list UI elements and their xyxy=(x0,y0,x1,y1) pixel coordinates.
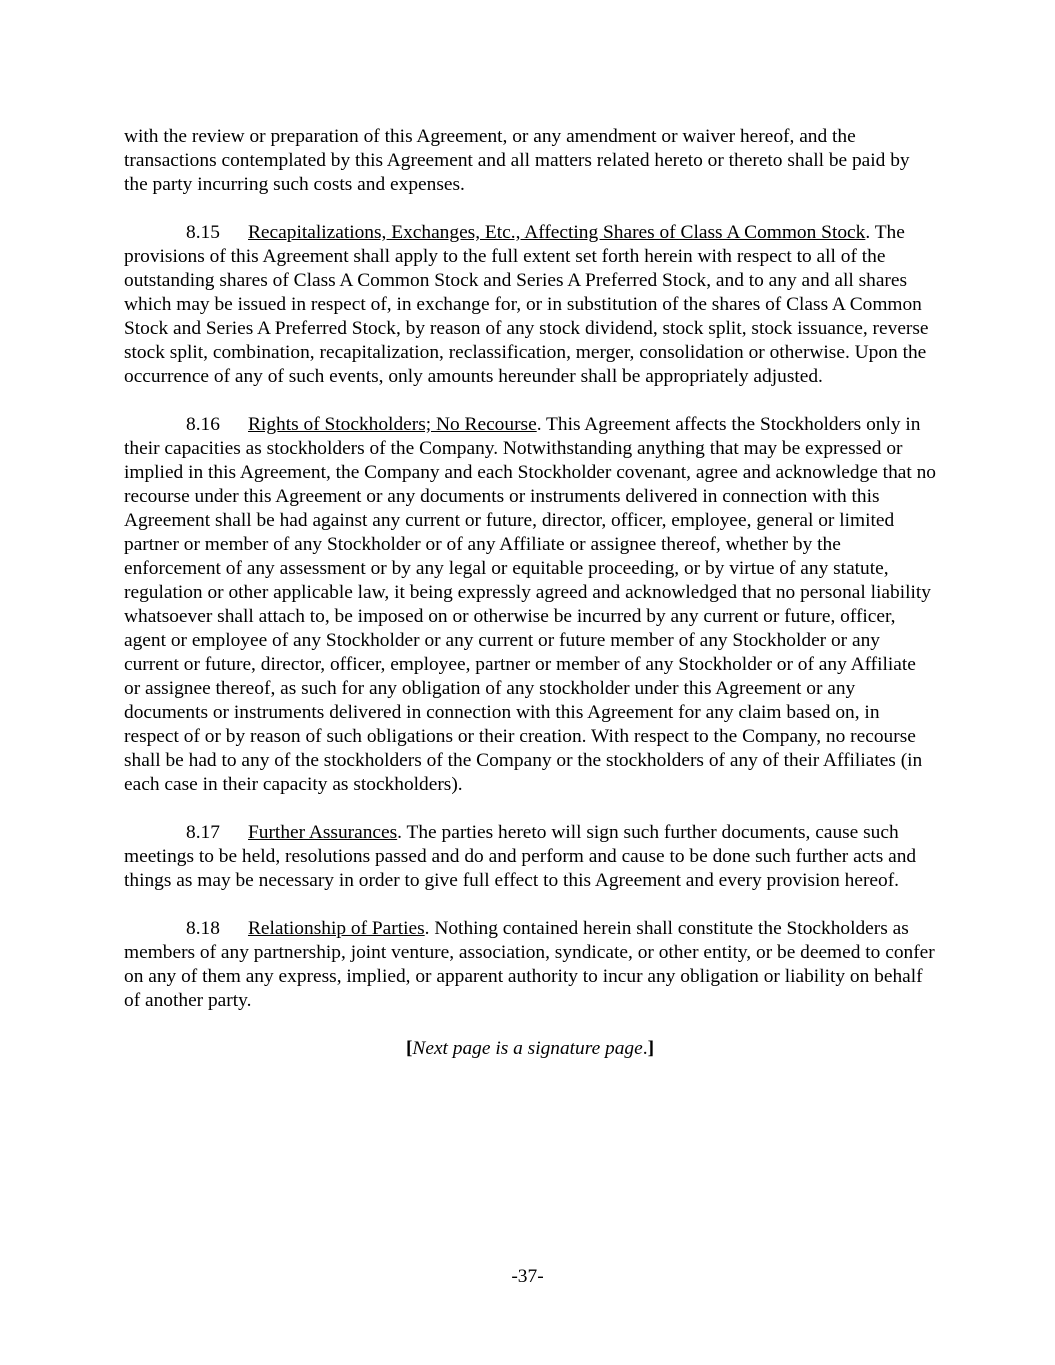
section-body: . Nothing contained herein shall constitute the Stockholders as members of any partnership, joint venture, association, syndicate, or other entity, or be deemed to confer on any of them any express, implied, or apparent authority to incur any obligation or liability on behalf of another party. xyxy=(124,918,935,1011)
section-heading: Rights of Stockholders; No Recourse xyxy=(248,414,537,435)
document-page xyxy=(124,125,936,1085)
continuation-paragraph: with the review or preparation of this Agreement, or any amendment or waiver hereof, and the transactions contemplated by this Agreement and all matters related hereto or thereto shall be paid by the party incurring such costs and expenses. xyxy=(124,126,910,195)
page-number: -37- xyxy=(511,1266,544,1287)
section-heading: Relationship of Parties xyxy=(248,918,425,939)
next-page-note xyxy=(124,1037,936,1061)
section-heading: Further Assurances xyxy=(248,822,398,843)
section-8-17 xyxy=(124,821,936,893)
section-number: 8.15 xyxy=(186,222,220,243)
section-body: . The parties hereto will sign such further documents, cause such meetings to be held, resolutions passed and do and perform and cause to be done such further acts and things as may be necessary in order to give full effect to this Agreement and every provision hereof. xyxy=(124,822,917,891)
section-body: . The provisions of this Agreement shall apply to the full extent set forth herein with respect to all of the outstanding shares of Class A Common Stock and Series A Preferred Stock, and to any and all shares which may be issued in respect of, in exchange for, or in substitution of the shares of Class A Common Stock and Series A Preferred Stock, by reason of any stock dividend, stock split, stock issuance, reverse stock split, combination, recapitalization, reclassification, merger, consolidation or otherwise. Upon the occurrence of any of such events, only amounts hereunder shall be appropriately adjusted. xyxy=(124,222,929,387)
section-number: 8.18 xyxy=(186,918,220,939)
section-heading: Recapitalizations, Exchanges, Etc., Affecting Shares of Class A Common Stock xyxy=(248,222,866,243)
section-8-15 xyxy=(124,221,936,389)
section-8-18 xyxy=(124,917,936,1013)
section-number: 8.16 xyxy=(186,414,220,435)
section-number: 8.17 xyxy=(186,822,220,843)
open-bracket: [ xyxy=(405,1038,413,1059)
section-body: . This Agreement affects the Stockholders only in their capacities as stockholders of the Company. Notwithstanding anything that may be expressed or implied in this Agreement, the Company and each Stockholder covenant, agree and acknowledge that no recourse under this Agreement or any documents or instruments delivered in connection with this Agreement shall be had against any current or future, director, officer, employee, general or limited partner or member of any Stockholder or of any Affiliate or assignee thereof, whether by the enforcement of any assessment or by any legal or equitable proceeding, or by virtue of any statute, regulation or other applicable law, it being expressly agreed and acknowledged that no personal liability whatsoever shall attach to, be imposed on or otherwise be incurred by any current or future, officer, agent or employee of any Stockholder or any current or future member of any Stockholder or any current or future, director, officer, employee, partner or member of any Stockholder or of any Affiliate or assignee thereof, as such for any obligation of any stockholder under this Agreement or any documents or instruments delivered in connection with this Agreement for any claim based on, in respect of or by reason of such obligations or their creation. With respect to the Company, no recourse shall be had to any of the stockholders of the Company or the stockholders of any of their Affiliates (in each case in their capacity as stockholders). xyxy=(124,414,937,795)
close-bracket: ] xyxy=(647,1038,655,1059)
section-8-16 xyxy=(124,413,936,797)
next-page-text: Next page is a signature page xyxy=(412,1038,643,1059)
next-page-period: . xyxy=(642,1038,648,1059)
